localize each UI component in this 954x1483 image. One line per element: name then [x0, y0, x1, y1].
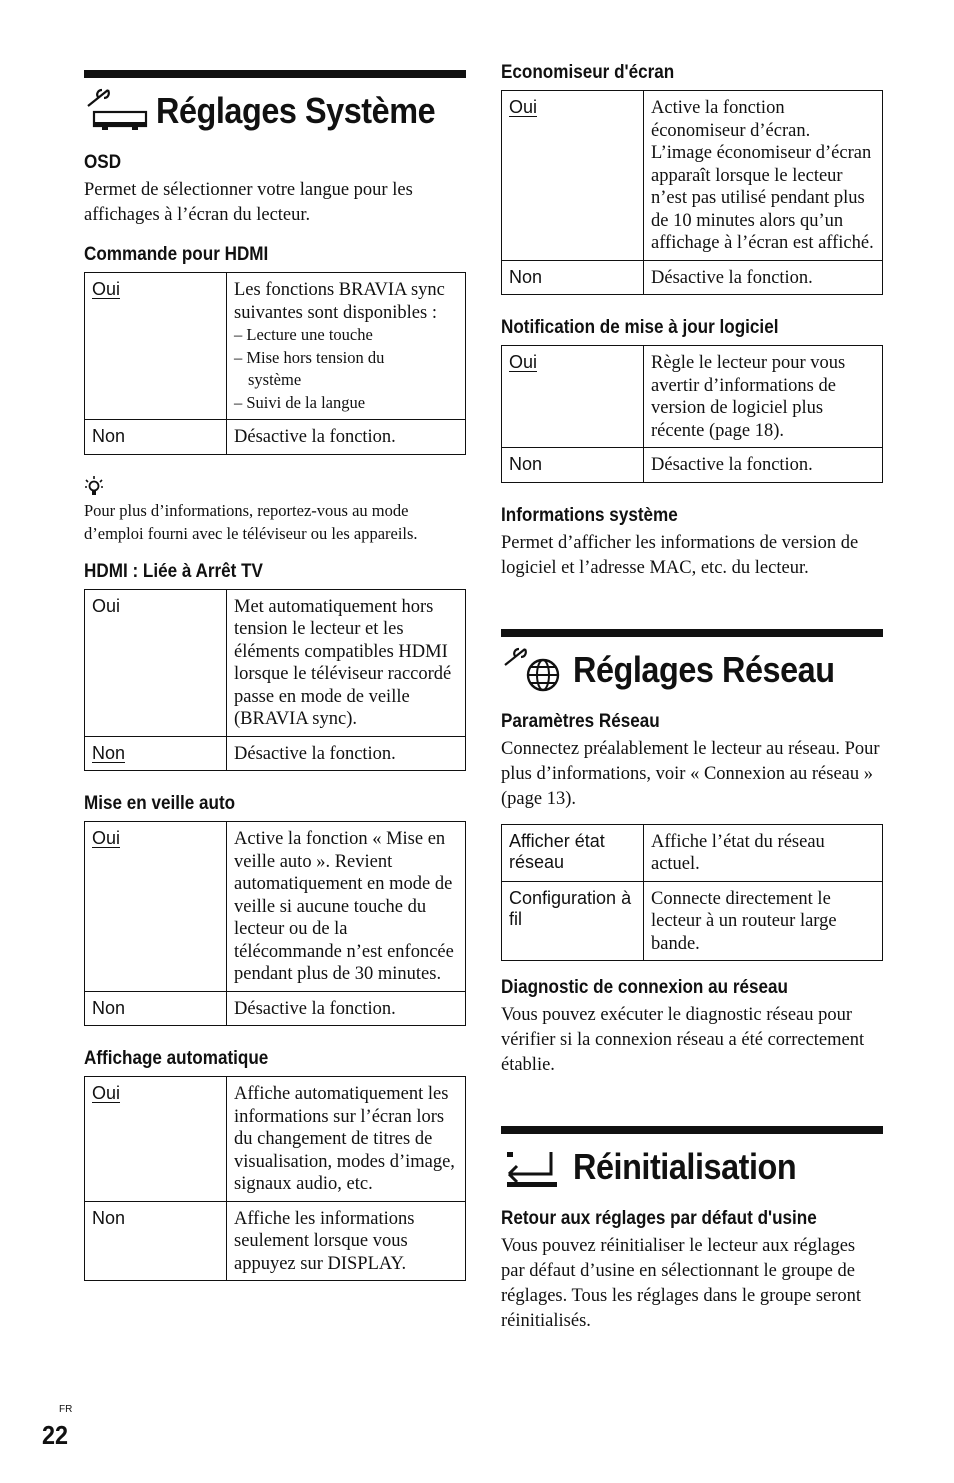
option-label: Configuration à fil — [502, 881, 644, 961]
section-header-reseau — [501, 629, 883, 693]
option-description: Désactive la fonction. — [644, 260, 883, 295]
reset-arrow-icon — [501, 1144, 567, 1190]
section-title-reseau: Réglages Réseau — [573, 648, 835, 690]
list-item: – Suivi de la langue — [234, 392, 366, 412]
option-oui: Oui — [85, 589, 227, 736]
option-non: Non — [502, 448, 644, 483]
diagnostic-title: Diagnostic de connexion au réseau — [501, 977, 788, 998]
system-info-title: Informations système — [501, 504, 678, 526]
table-row — [85, 589, 466, 736]
table-row — [502, 346, 883, 448]
table-row — [502, 881, 883, 961]
wrench-globe-icon — [501, 647, 567, 693]
table-row — [85, 736, 466, 771]
wrench-player-icon — [84, 88, 150, 134]
hdmi-control-table — [84, 272, 466, 455]
option-oui: Oui — [92, 1083, 121, 1103]
option-oui: Oui — [92, 828, 121, 848]
right-column — [501, 62, 883, 1334]
option-description: Active la fonction économiseur d’écran. L’image économiseur d’écran apparaît lorsque le lecteur n’est pas utilisé pendant plus de 10 minutes alors qu’un affichage à l’écran est affiché. — [644, 91, 883, 261]
auto-standby-table — [84, 821, 466, 1026]
hdmi-control-title: Commande pour HDMI — [84, 244, 269, 265]
auto-display-table — [84, 1076, 466, 1281]
list-item: système — [248, 370, 302, 389]
table-row — [85, 1077, 466, 1202]
option-description: Affiche automatiquement les informations sur l’écran lors du changement de titres de visualisation, modes d’image, signaux audio, etc. — [227, 1077, 466, 1202]
network-settings-table — [501, 824, 883, 962]
page-language: FR — [59, 1404, 73, 1415]
option-non: Non — [92, 742, 126, 763]
factory-reset-title: Retour aux réglages par défaut d'usine — [501, 1208, 817, 1229]
list-item: – Lecture une touche — [234, 325, 373, 344]
network-settings-text: Connectez préalablement le lecteur au réseau. Pour plus d’informations, voir « Connexion au réseau » (page 13). — [501, 738, 880, 809]
table-row — [502, 824, 883, 881]
page-number: 22 — [42, 1420, 69, 1450]
update-notice-title: Notification de mise à jour logiciel — [501, 317, 779, 338]
option-description: Désactive la fonction. — [227, 991, 466, 1026]
osd-text: Permet de sélectionner votre langue pour les affichages à l’écran du lecteur. — [84, 180, 413, 225]
lightbulb-icon — [84, 475, 104, 497]
option-description: Met automatiquement hors tension le lecteur et les éléments compatibles HDMI lorsque le téléviseur raccordé passe en mode de veille (BRAVIA sync). — [227, 589, 466, 736]
option-non: Non — [85, 1201, 227, 1281]
option-oui: Oui — [509, 352, 538, 372]
table-row — [502, 260, 883, 295]
option-description: Connecte directement le lecteur à un routeur large bande. — [644, 881, 883, 961]
update-notice-table — [501, 345, 883, 483]
left-column — [84, 70, 466, 1281]
section-title-systeme: Réglages Système — [156, 90, 436, 131]
option-description: Désactive la fonction. — [227, 420, 466, 455]
auto-standby-title: Mise en veille auto — [84, 793, 236, 814]
screensaver-title: Economiseur d'écran — [501, 62, 675, 83]
osd-title: OSD — [84, 152, 122, 173]
auto-display-title: Affichage automatique — [84, 1048, 269, 1069]
table-row — [85, 273, 466, 420]
option-description: Les fonctions BRAVIA sync suivantes sont disponibles : — [234, 280, 445, 323]
section-header-systeme — [84, 70, 466, 134]
option-description: Désactive la fonction. — [644, 448, 883, 483]
option-description: Règle le lecteur pour vous avertir d’informations de version de logiciel plus récente (page 18). — [644, 346, 883, 448]
option-description: Active la fonction « Mise en veille auto ». Revient automatiquement en mode de veille si aucune touche du lecteur ou de la télécommande n’est enfoncée pendant plus de 30 minutes. — [227, 822, 466, 992]
option-oui: Oui — [92, 279, 121, 299]
option-non: Non — [85, 420, 227, 455]
table-row — [502, 448, 883, 483]
table-row — [85, 991, 466, 1026]
screensaver-table — [501, 90, 883, 295]
factory-reset-text: Vous pouvez réinitialiser le lecteur aux réglages par défaut d’usine en sélectionnant le groupe de réglages. Tous les réglages dans le groupe seront réinitialisés. — [501, 1236, 862, 1331]
option-description: Affiche les informations seulement lorsque vous appuyez sur DISPLAY. — [227, 1201, 466, 1281]
tip-text: Pour plus d’informations, reportez-vous au mode d’emploi fourni avec le téléviseur ou les appareils. — [84, 500, 418, 543]
option-non: Non — [85, 991, 227, 1026]
table-row — [85, 1201, 466, 1281]
diagnostic-text: Vous pouvez exécuter le diagnostic réseau pour vérifier si la connexion réseau a été correctement établie. — [501, 1005, 865, 1075]
section-header-reinit — [501, 1126, 883, 1190]
table-row — [85, 822, 466, 992]
option-label: Afficher état réseau — [502, 824, 644, 881]
section-title-reinit: Réinitialisation — [573, 1146, 797, 1187]
option-description: Désactive la fonction. — [227, 736, 466, 771]
table-row — [502, 91, 883, 261]
system-info-text: Permet d’afficher les informations de version de logiciel et l’adresse MAC, etc. du lecteur. — [501, 532, 859, 578]
option-non: Non — [502, 260, 644, 295]
option-description: Affiche l’état du réseau actuel. — [644, 824, 883, 881]
table-row — [85, 420, 466, 455]
hdmi-linked-title: HDMI : Liée à Arrêt TV — [84, 560, 263, 582]
option-oui: Oui — [509, 97, 538, 117]
network-settings-title: Paramètres Réseau — [501, 710, 660, 732]
list-item: – Mise hors tension du — [234, 347, 385, 367]
hdmi-linked-table — [84, 589, 466, 772]
